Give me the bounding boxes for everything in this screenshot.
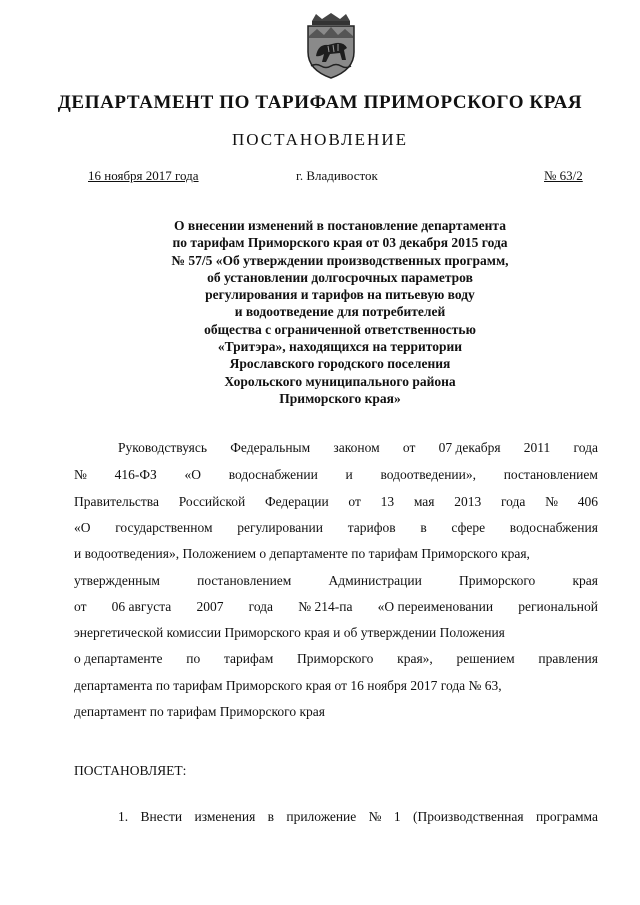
body-word: года: [573, 440, 598, 455]
body-word: Приморского: [458, 573, 536, 588]
body-word: года: [500, 494, 526, 509]
body-word: законом: [333, 440, 380, 455]
body-word: Федерации: [264, 494, 329, 509]
body-word: в: [420, 520, 427, 535]
body-word: 06 августа: [111, 599, 172, 614]
body-word: водоснабжения: [509, 520, 598, 535]
body-line: [118, 440, 598, 456]
subject-line: по тарифам Приморского края от 03 декабря 2015 года: [172, 235, 508, 251]
body-line: [74, 467, 598, 483]
body-word: водоснабжении: [228, 467, 318, 482]
body-word: «О: [74, 520, 91, 535]
resolves-heading: ПОСТАНОВЛЯЕТ:: [74, 763, 187, 778]
body-word: Федеральным: [230, 440, 311, 455]
body-word: по: [186, 651, 201, 666]
item-1-word: Внести: [140, 809, 183, 824]
item-1-line: [118, 809, 598, 825]
body-line: [74, 704, 598, 720]
subject-line: регулирования и тарифов на питьевую воду: [205, 287, 475, 303]
body-line: [74, 573, 598, 589]
body-word: и водоотведения», Положением о департаменте по тарифам Приморского края,: [74, 546, 530, 561]
coat-of-arms-icon: [302, 12, 360, 80]
body-line: [74, 494, 598, 510]
body-word: региональной: [518, 599, 598, 614]
item-1-word: в: [267, 809, 274, 824]
subject-line: об установлении долгосрочных параметров: [207, 269, 473, 285]
body-word: Руководствуясь: [118, 440, 207, 455]
subject-line: Приморского края»: [279, 390, 401, 406]
body-word: 2011: [523, 440, 551, 455]
body-word: мая: [413, 494, 435, 509]
body-word: регулировании: [237, 520, 323, 535]
department-name: ДЕПАРТАМЕНТ ПО ТАРИФАМ ПРИМОРСКОГО КРАЯ: [57, 92, 583, 113]
body-word: №: [545, 494, 558, 509]
body-word: решением: [456, 651, 515, 666]
body-word: «О: [184, 467, 201, 482]
subject-line: и водоотведение для потребителей: [234, 304, 446, 320]
body-word: тарифов: [347, 520, 396, 535]
body-word: № 214-па: [298, 599, 353, 614]
body-word: утвержденным: [74, 573, 160, 588]
item-1-word: изменения: [194, 809, 256, 824]
body-word: правления: [538, 651, 598, 666]
body-word: «О переименовании: [377, 599, 494, 614]
body-word: Приморского: [297, 651, 374, 666]
body-word: департамента по тарифам Приморского края от 16 ноября 2017 года № 63,: [74, 678, 502, 693]
item-1-word: №: [368, 809, 382, 824]
subject-line: № 57/5 «Об утверждении производственных программ,: [171, 252, 509, 268]
body-line: [74, 546, 598, 562]
body-word: края»,: [397, 651, 433, 666]
body-word: 13: [380, 494, 395, 509]
body-word: о департаменте: [74, 651, 163, 666]
body-word: постановлением: [503, 467, 598, 482]
body-word: сфере: [451, 520, 486, 535]
body-word: 07 декабря: [438, 440, 501, 455]
decree-city: г. Владивосток: [296, 168, 378, 183]
body-word: департамент по тарифам Приморского края: [74, 704, 325, 719]
item-1-word: программа: [535, 809, 598, 824]
body-word: 416-ФЗ: [114, 467, 157, 482]
body-line: [74, 625, 598, 641]
subject-line: Ярославского городского поселения: [229, 356, 451, 372]
decree-date: 16 ноября 2017 года: [88, 168, 199, 183]
body-word: №: [74, 467, 87, 482]
body-word: края: [572, 573, 598, 588]
body-word: от: [348, 494, 361, 509]
item-1-word: 1: [393, 809, 401, 824]
body-word: года: [248, 599, 274, 614]
body-word: 2013: [454, 494, 482, 509]
body-word: Правительства: [74, 494, 159, 509]
body-word: энергетической комиссии Приморского края и об утверждении Положения: [74, 625, 505, 640]
item-1-word: (Производственная: [412, 809, 524, 824]
body-line: [74, 520, 598, 536]
body-line: [74, 599, 598, 615]
decree-subject: [120, 217, 560, 407]
body-word: постановлением: [197, 573, 292, 588]
body-word: от: [402, 440, 416, 455]
body-word: Российской: [178, 494, 246, 509]
body-word: и: [345, 467, 353, 482]
body-word: 2007: [196, 599, 224, 614]
body-word: водоотведении»,: [380, 467, 476, 482]
body-line: [74, 678, 598, 694]
document-type-title: ПОСТАНОВЛЕНИЕ: [231, 130, 408, 149]
subject-line: Хорольского муниципального района: [224, 373, 456, 389]
subject-line: О внесении изменений в постановление департамента: [174, 218, 506, 233]
body-word: государственном: [115, 520, 213, 535]
body-line: [74, 651, 598, 667]
item-1-word: приложение: [286, 809, 357, 824]
body-word: от: [74, 599, 87, 614]
subject-line: «Тритэра», находящихся на территории: [217, 339, 463, 355]
body-word: 406: [577, 494, 598, 509]
item-1-word: 1.: [118, 809, 129, 824]
decree-number: № 63/2: [544, 168, 583, 183]
body-word: тарифам: [223, 651, 274, 666]
subject-line: общества с ограниченной ответственностью: [204, 321, 476, 337]
body-word: Администрации: [328, 573, 422, 588]
